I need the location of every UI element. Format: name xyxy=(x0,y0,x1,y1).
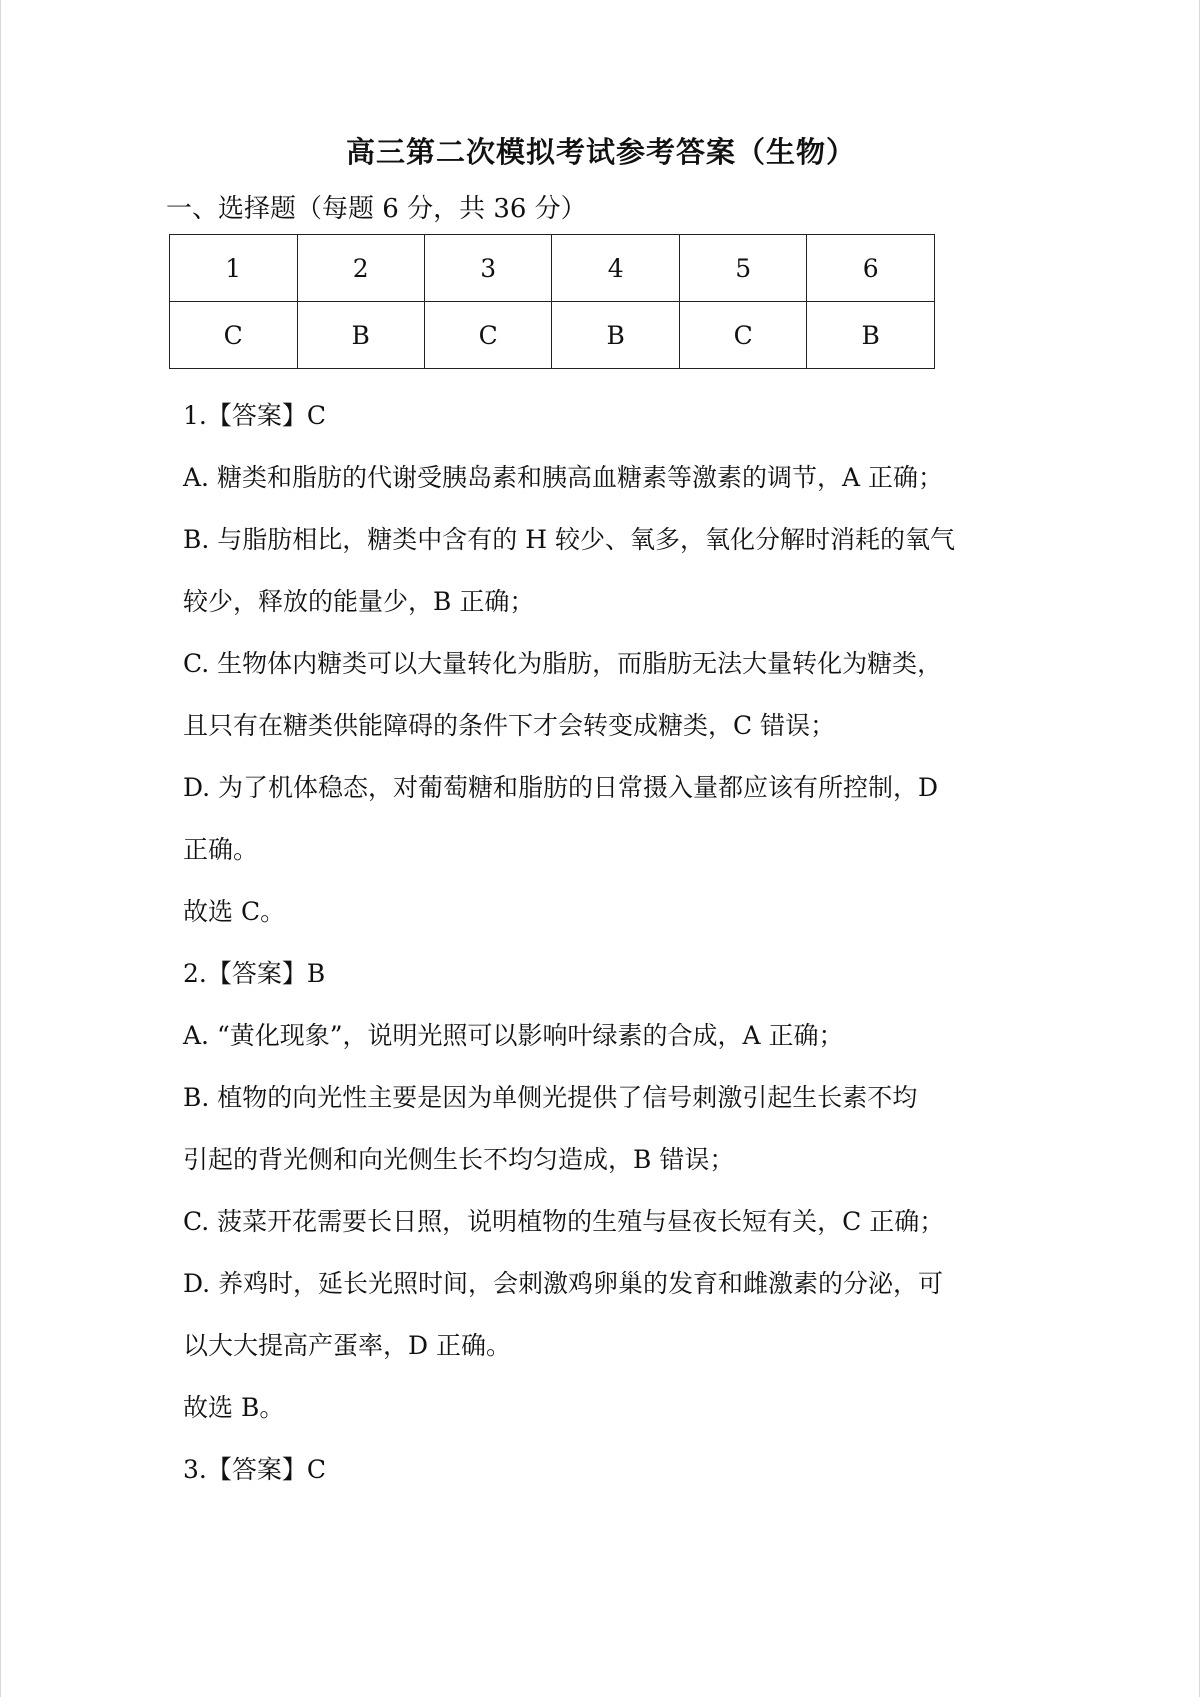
question-number-cell: 1 xyxy=(170,235,298,302)
explanation-line: C. 菠菜开花需要长日照，说明植物的生殖与昼夜长短有关，C 正确； xyxy=(183,1207,945,1236)
question-number-cell: 6 xyxy=(807,235,935,302)
explanation-line: 较少，释放的能量少，B 正确； xyxy=(183,587,535,616)
section-heading: 一、选择题（每题 6 分，共 36 分） xyxy=(166,194,587,224)
answer-heading-q1: 1.【答案】C xyxy=(183,401,326,430)
explanation-line: A. 糖类和脂肪的代谢受胰岛素和胰高血糖素等激素的调节，A 正确； xyxy=(183,463,943,492)
answer-row xyxy=(170,302,935,369)
question-number-cell: 2 xyxy=(297,235,424,302)
page-title: 高三第二次模拟考试参考答案（生物） xyxy=(345,135,856,169)
conclusion-line: 故选 B。 xyxy=(183,1393,285,1422)
question-number-cell: 3 xyxy=(424,235,552,302)
explanation-line: 引起的背光侧和向光侧生长不均匀造成，B 错误； xyxy=(183,1145,735,1174)
answer-cell: C xyxy=(170,302,298,369)
answer-cell: B xyxy=(297,302,424,369)
explanation-line: D. 养鸡时，延长光照时间，会刺激鸡卵巢的发育和雌激素的分泌，可 xyxy=(183,1269,944,1298)
question-number-cell: 4 xyxy=(552,235,679,302)
explanation-line: 且只有在糖类供能障碍的条件下才会转变成糖类，C 错误； xyxy=(183,711,836,740)
answer-cell: B xyxy=(552,302,679,369)
explanation-line: D. 为了机体稳态，对葡萄糖和脂肪的日常摄入量都应该有所控制，D xyxy=(183,773,939,802)
conclusion-line: 故选 C。 xyxy=(183,897,286,926)
explanation-line: 正确。 xyxy=(183,835,259,864)
answer-table xyxy=(169,234,935,369)
answer-cell: C xyxy=(679,302,807,369)
answer-cell: B xyxy=(807,302,935,369)
question-number-row xyxy=(170,235,935,302)
answer-cell: C xyxy=(424,302,552,369)
explanation-line: C. 生物体内糖类可以大量转化为脂肪，而脂肪无法大量转化为糖类， xyxy=(183,649,943,678)
explanation-line: B. 与脂肪相比，糖类中含有的 H 较少、氧多，氧化分解时消耗的氧气 xyxy=(183,525,955,554)
explanation-line: B. 植物的向光性主要是因为单侧光提供了信号刺激引起生长素不均 xyxy=(183,1083,918,1112)
question-number-cell: 5 xyxy=(679,235,807,302)
answer-explanations xyxy=(183,385,1023,1501)
explanation-line: A. “黄化现象”，说明光照可以影响叶绿素的合成，A 正确； xyxy=(183,1021,844,1050)
answer-heading-q2: 2.【答案】B xyxy=(183,959,326,988)
answer-heading-q3: 3.【答案】C xyxy=(183,1455,326,1484)
explanation-line: 以大大提高产蛋率，D 正确。 xyxy=(183,1331,511,1360)
